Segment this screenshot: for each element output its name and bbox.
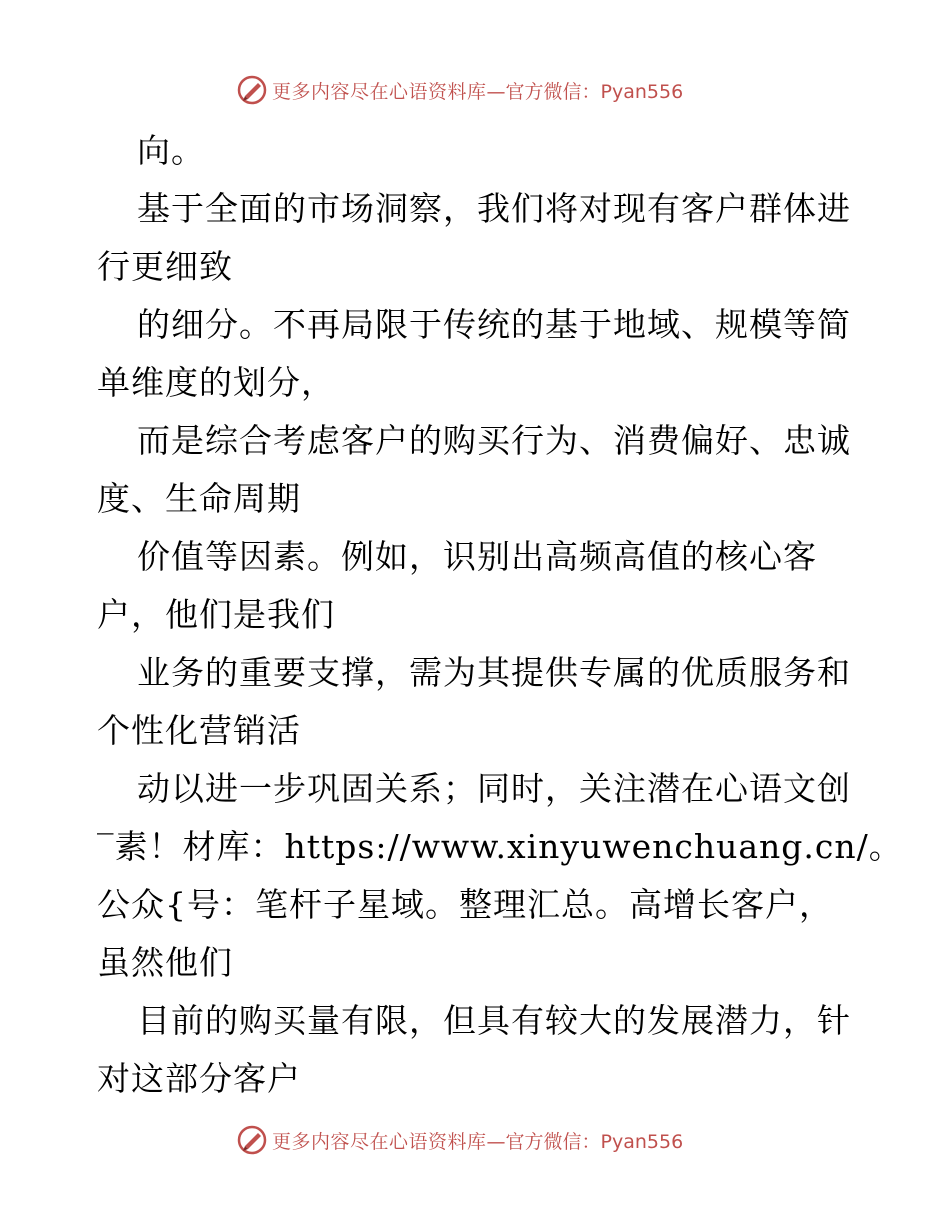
document-body [97, 122, 903, 1108]
text-line: 基于全面的市场洞察，我们将对现有客户群体进 [137, 189, 851, 228]
pen-logo-icon [236, 74, 268, 106]
header-watermark [236, 72, 683, 108]
watermark-contact-text: —官方微信：Pyan556 [486, 1130, 684, 1153]
watermark-contact-text: —官方微信：Pyan556 [486, 80, 684, 103]
text-line: 个性化营销活 [97, 711, 301, 750]
text-line: 虽然他们 [97, 943, 233, 982]
text-line: 动以进一步巩固关系；同时，关注潜在心语文创 [137, 769, 851, 808]
text-line: 度、生命周期 [97, 479, 301, 518]
text-line: 对这部分客户 [97, 1059, 301, 1098]
text-line: 的细分。不再局限于传统的基于地域、规模等简 [137, 305, 851, 344]
text-line: 行更细致 [97, 247, 233, 286]
text-line: 而是综合考虑客户的购买行为、消费偏好、忠诚 [137, 421, 851, 460]
watermark-main-text: 更多内容尽在心语资料库 [272, 80, 487, 103]
text-line: 业务的重要支撑，需为其提供专属的优质服务和 [137, 653, 851, 692]
text-line: 向。 [137, 131, 205, 170]
text-line: 公众{号：笔杆子星域。整理汇总。高增长客户， [97, 885, 833, 924]
text-line: 目前的购买量有限，但具有较大的发展潜力，针 [137, 1001, 851, 1040]
text-line: 价值等因素。例如，识别出高频高值的核心客 [137, 537, 817, 576]
watermark-main-text: 更多内容尽在心语资料库 [272, 1130, 487, 1153]
pen-logo-icon [236, 1124, 268, 1156]
text-line: 单维度的划分， [97, 363, 335, 402]
footer-watermark [236, 1122, 683, 1158]
text-line: ‾素！材库：https://www.xinyuwenchuang.cn/。 [97, 827, 903, 866]
text-line: 户，他们是我们 [97, 595, 335, 634]
